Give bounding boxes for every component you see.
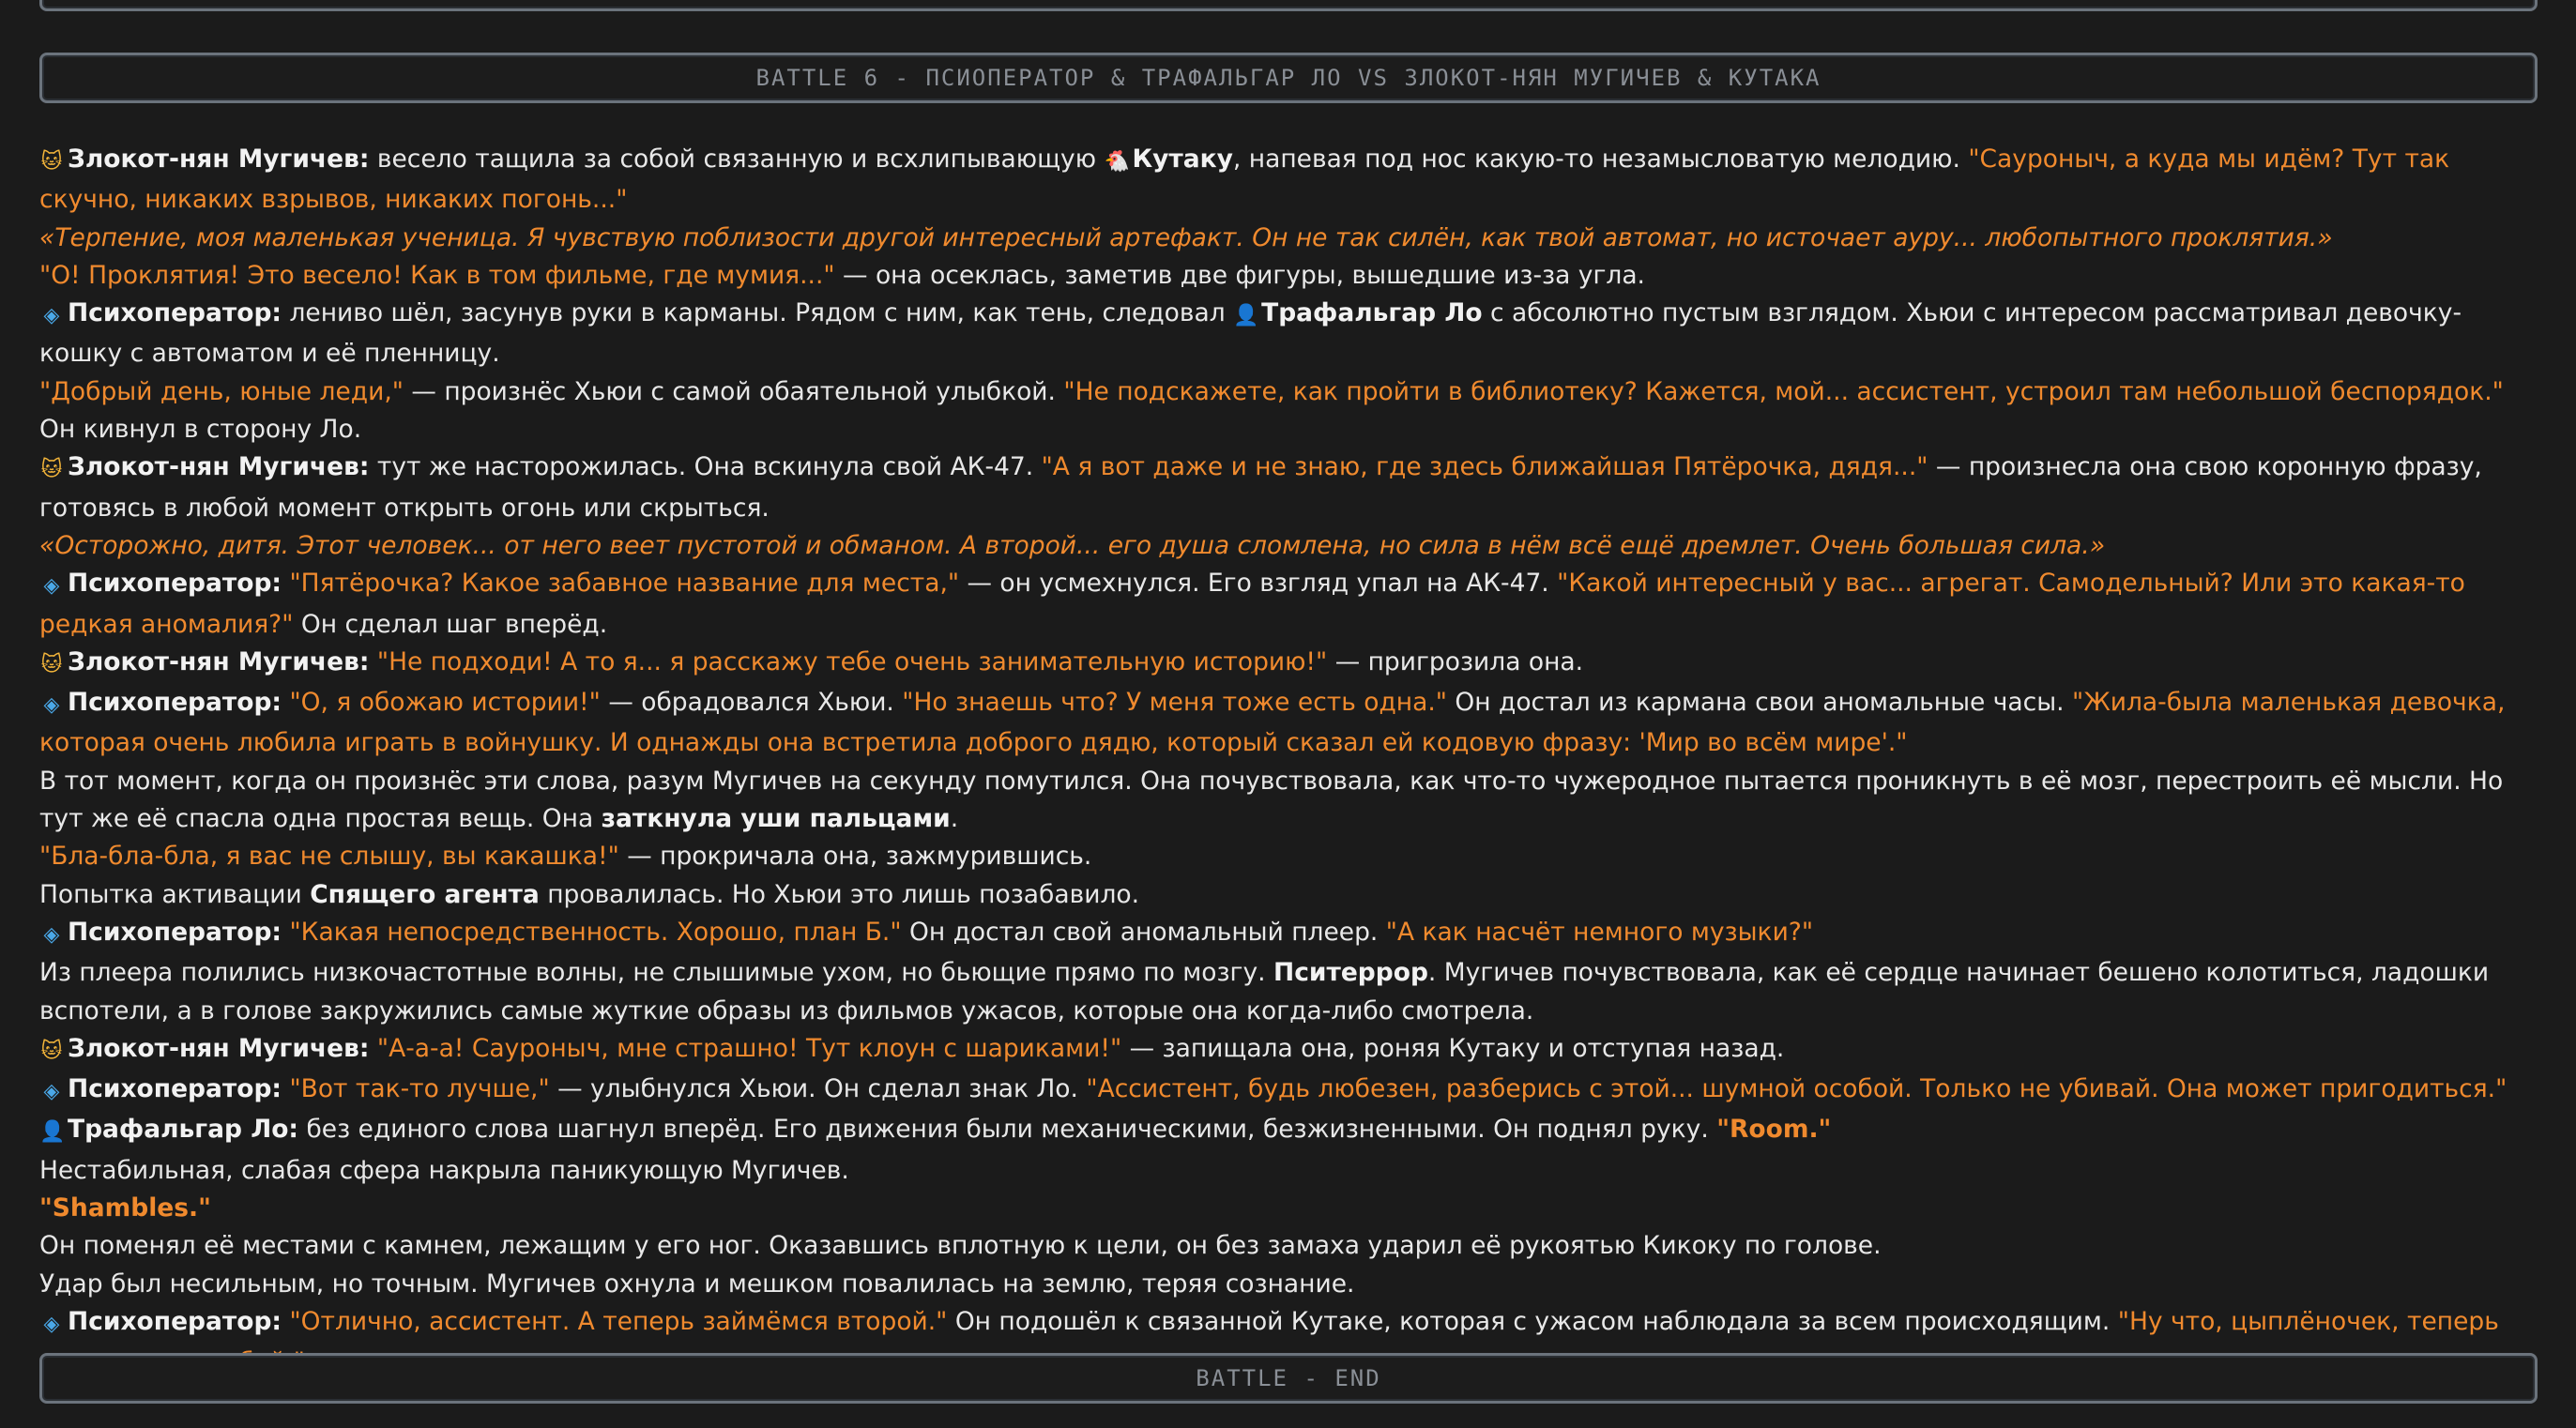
- speech-quote: "Сауроныч, а куда мы идём? Тут так скучно, никаких взрывов, никаких погонь...": [39, 144, 2450, 215]
- story-line: Попытка активации Спящего агента провалилась. Но Хьюи это лишь позабавило.: [39, 879, 1140, 909]
- story-line: 🐱 Злокот-нян Мугичев: "Не подходи! А то я... я расскажу тебе очень занимательную историю!" — пригрозила она.: [39, 644, 2536, 684]
- story-text: [39, 141, 2536, 1382]
- speech-quote: "О! Проклятия! Это весело! Как в том фильме, где мумия...": [39, 260, 835, 290]
- speaker-name: Злокот-нян Мугичев:: [68, 1033, 370, 1063]
- speech-quote: "Не подскажете, как пройти в библиотеку? Кажется, мой... ассистент, устроил там небольшой беспорядок.": [1063, 376, 2504, 406]
- speech-quote: "А-а-а! Сауроныч, мне страшно! Тут клоун с шариками!": [376, 1033, 1122, 1063]
- speech-quote: "Бла-бла-бла, я вас не слышу, вы какашка!": [39, 842, 619, 872]
- story-line: Нестабильная, слабая сфера накрыла паникующую Мугичев.: [39, 1155, 849, 1185]
- speech-quote: "Ассистент, будь любезен, разберись с этой... шумной особой. Только не убивай. Она может пригодиться.": [1086, 1074, 2507, 1104]
- speech-quote: "Вот так-то лучше,": [289, 1074, 550, 1104]
- speech-quote: "Room.": [1716, 1115, 1832, 1145]
- person-icon: 👤: [39, 1120, 66, 1145]
- speaker-name: Психоператор:: [68, 688, 282, 718]
- speaker-name: Трафальгар Ло:: [68, 1115, 299, 1145]
- blue-gem-icon: ◈: [43, 922, 60, 947]
- speech-quote: "Не подходи! А то я... я расскажу тебе очень занимательную историю!": [376, 646, 1328, 676]
- story-line: В тот момент, когда он произнёс эти слова, разум Мугичев на секунду помутился. Она почувствовала, как что-то чужеродное пытается проникнуть в её мозг, перестроить её мысли. Но тут же её спасла одна простая вещь. Она заткнула уши пальцами.: [39, 766, 2504, 834]
- story-line: ◈ Психоператор: "Пятёрочка? Какое забавное название для места," — он усмехнулся. Его взгляд упал на АК-47. "Какой интересный у вас... агрегат. Самодельный? Или это какая-то редкая аномалия?" Он сделал шаг вперёд.: [39, 569, 2465, 639]
- emphasis-text: заткнула уши пальцами: [601, 804, 951, 834]
- speech-quote: "А как насчёт немного музыки?": [1385, 917, 1814, 947]
- story-line: Из плеера полились низкочастотные волны, не слышимые ухом, но бьющие прямо по мозгу. Пситеррор. Мугичев почувствовала, как её сердце начинает бешено колотиться, ладошки вспотели, а в голове закружились самые жуткие образы из фильмов ужасов, которые она когда-либо смотрела.: [39, 958, 2490, 1025]
- story-line: 🐱 Злокот-нян Мугичев: "А-а-а! Сауроныч, мне страшно! Тут клоун с шариками!" — запищала она, роняя Кутаку и отступая назад.: [39, 1030, 2536, 1071]
- battle-title-banner: [39, 53, 2538, 103]
- speaker-name: Злокот-нян Мугичев:: [68, 452, 370, 482]
- cat-face-icon: 🐱: [40, 652, 63, 676]
- speaker-name: Психоператор:: [68, 917, 282, 947]
- story-line: 🐱 Злокот-нян Мугичев: тут же насторожилась. Она вскинула свой АК-47. "А я вот даже и не знаю, где здесь ближайшая Пятёрочка, дядя..." — произнесла она свою коронную фразу, готовясь в любой момент открыть огонь или скрыться.: [39, 452, 2482, 523]
- story-line: 🐱 Злокот-нян Мугичев: весело тащила за собой связанную и всхлипывающую 🐔Кутаку, напевая под нос какую-то незамысловатую мелодию. "Сауроныч, а куда мы идём? Тут так скучно, никаких взрывов, никаких погонь...": [39, 144, 2450, 215]
- character-name: Трафальгар Ло: [1261, 298, 1483, 328]
- blue-gem-icon: ◈: [43, 1312, 60, 1336]
- battle-title: BATTLE 6 - ПСИОПЕРАТОР & ТРАФАЛЬГАР ЛО VS ЗЛОКОТ-НЯН МУГИЧЕВ & КУТАКА: [755, 65, 1821, 91]
- emphasis-text: Пситеррор: [1273, 958, 1428, 988]
- speech-quote: "А я вот даже и не знаю, где здесь ближайшая Пятёрочка, дядя...": [1041, 452, 1928, 482]
- speech-quote: "Отлично, ассистент. А теперь займёмся второй.": [289, 1306, 948, 1336]
- speech-quote: "Но знаешь что? У меня тоже есть одна.": [902, 688, 1447, 718]
- person-icon: 👤: [1233, 304, 1259, 328]
- story-line: "Добрый день, юные леди," — произнёс Хьюи с самой обаятельной улыбкой. "Не подскажете, как пройти в библиотеку? Кажется, мой... ассистент, устроил там небольшой беспорядок." Он кивнул в сторону Ло.: [39, 376, 2504, 445]
- speaker-name: Психоператор:: [68, 298, 282, 328]
- thought-line: «Осторожно, дитя. Этот человек... от него веет пустотой и обманом. А второй... его душа сломлена, но сила в нём всё ещё дремлет. Очень большая сила.»: [39, 530, 2106, 560]
- story-line: 👤Трафальгар Ло: без единого слова шагнул вперёд. Его движения были механическими, безжизненными. Он поднял руку. "Room.": [39, 1111, 2536, 1151]
- cat-face-icon: 🐱: [40, 458, 63, 482]
- character-name: Кутаку: [1132, 144, 1233, 174]
- speech-quote: "Shambles.": [39, 1193, 211, 1223]
- battle-end-label: BATTLE - END: [1196, 1365, 1381, 1391]
- blue-gem-icon: ◈: [43, 1080, 60, 1104]
- chicken-icon: 🐔: [1104, 150, 1130, 174]
- speech-quote: "Жила-была маленькая девочка, которая очень любила играть в войнушку. И однажды она встретила доброго дядю, который сказал ей кодовую фразу: 'Мир во всём мире'.": [39, 688, 2506, 758]
- story-line: Он поменял её местами с камнем, лежащим у его ног. Оказавшись вплотную к цели, он без замаха ударил её рукоятью Кикоку по голове.: [39, 1231, 1882, 1261]
- speaker-name: Психоператор:: [68, 1074, 282, 1104]
- speech-quote: "Какой интересный у вас... агрегат. Самодельный? Или это какая-то редкая аномалия?": [39, 569, 2465, 639]
- story-line: ◈ Психоператор: лениво шёл, засунув руки в карманы. Рядом с ним, как тень, следовал 👤Трафальгар Ло с абсолютно пустым взглядом. Хьюи с интересом рассматривал девочку-кошку с автоматом и её пленницу.: [39, 298, 2462, 369]
- speech-quote: "О, я обожаю истории!": [289, 688, 601, 718]
- blue-gem-icon: ◈: [43, 304, 60, 328]
- speaker-name: Психоператор:: [68, 569, 282, 599]
- speech-quote: "Ну что, цыплёночек, теперь: [2117, 1306, 2499, 1336]
- story-line: ◈ Психоператор: "Какая непосредственность. Хорошо, план Б." Он достал свой аномальный плеер. "А как насчёт немного музыки?": [39, 914, 2536, 954]
- battle-end-banner: [39, 1353, 2538, 1404]
- thought-line: «Терпение, моя маленькая ученица. Я чувствую поблизости другой интересный артефакт. Он не так силён, как твой автомат, но источает ауру... любопытного проклятия.»: [39, 222, 2333, 252]
- cat-face-icon: 🐱: [40, 150, 63, 174]
- story-line: "Бла-бла-бла, я вас не слышу, вы какашка!" — прокричала она, зажмурившись.: [39, 842, 1092, 872]
- story-line: ◈ Психоператор: "Отлично, ассистент. А теперь займёмся второй." Он подошёл к связанной Кутаке, которая с ужасом наблюдала за всем происходящим. "Ну что, цыплёночек, теперь: [39, 1303, 2536, 1382]
- blue-gem-icon: ◈: [43, 693, 60, 718]
- cat-face-icon: 🐱: [40, 1039, 63, 1063]
- speaker-name: Злокот-нян Мугичев:: [68, 646, 370, 676]
- emphasis-text: Спящего агента: [310, 879, 540, 909]
- blue-gem-icon: ◈: [43, 574, 60, 599]
- story-line: Удар был несильным, но точным. Мугичев охнула и мешком повалилась на землю, теряя сознание.: [39, 1268, 1355, 1299]
- speaker-name: Психоператор:: [68, 1306, 282, 1336]
- previous-banner-edge: [39, 0, 2538, 11]
- speech-quote: "Пятёрочка? Какое забавное название для места,": [289, 569, 960, 599]
- story-line: ◈ Психоператор: "Вот так-то лучше," — улыбнулся Хьюи. Он сделал знак Ло. "Ассистент, будь любезен, разберись с этой... шумной особой. Только не убивай. Она может пригодиться.": [39, 1071, 2536, 1111]
- speech-quote: "Добрый день, юные леди,": [39, 376, 404, 406]
- speaker-name: Злокот-нян Мугичев:: [68, 144, 370, 174]
- speech-quote: "Какая непосредственность. Хорошо, план Б.": [289, 917, 902, 947]
- story-line: "О! Проклятия! Это весело! Как в том фильме, где мумия..." — она осеклась, заметив две фигуры, вышедшие из-за угла.: [39, 260, 1645, 290]
- story-line: ◈ Психоператор: "О, я обожаю истории!" — обрадовался Хьюи. "Но знаешь что? У меня тоже есть одна." Он достал из кармана свои аномальные часы. "Жила-была маленькая девочка, которая очень любила играть в войнушку. И однажды она встретила доброго дядю, который сказал ей кодовую фразу: 'Мир во всём мире'.": [39, 688, 2506, 758]
